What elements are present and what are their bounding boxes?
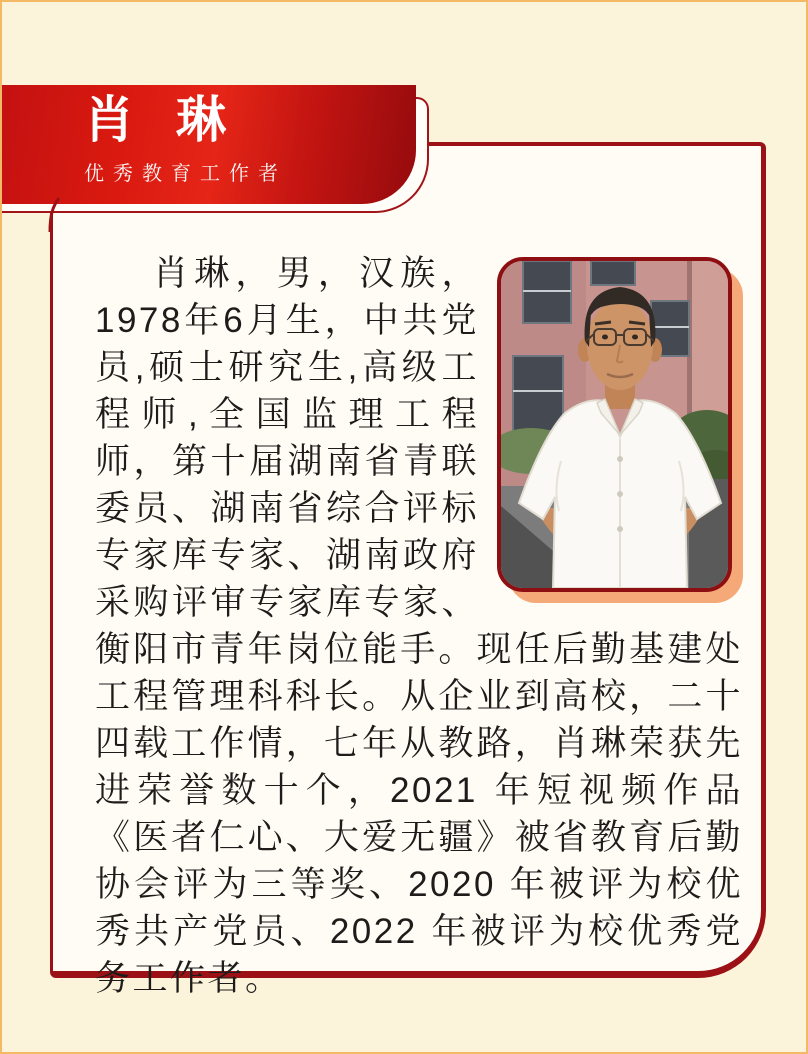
bio-paragraph: 肖琳，男，汉族，1978年6月生，中共党员,硕士研究生,高级工程师,全国监理工程师，第十届湖南省青联委员、湖南省综合评标专家库专家、湖南政府采购评审专家库专家、衡阳市青年岗位能手。现任后勤基建处工程管理科科长。从企业到高校，二十四载工作情，七年从教路，肖琳荣获先进荣誉数十个，2021 年短视频作品《医者仁心、大爱无疆》被省教育后勤协会评为三等奖、2020 年被评为校优秀共产党员、2022 年被评为校优秀党务工作者。	[95, 254, 743, 998]
person-name: 肖琳	[84, 92, 268, 148]
bio-section	[95, 250, 743, 1002]
person-title: 优秀教育工作者	[84, 163, 287, 185]
name-banner	[0, 85, 416, 204]
profile-photo	[497, 257, 743, 603]
photo-frame	[497, 257, 732, 592]
card-left-border-curve	[46, 197, 62, 233]
profile-photo-illustration	[501, 261, 728, 588]
